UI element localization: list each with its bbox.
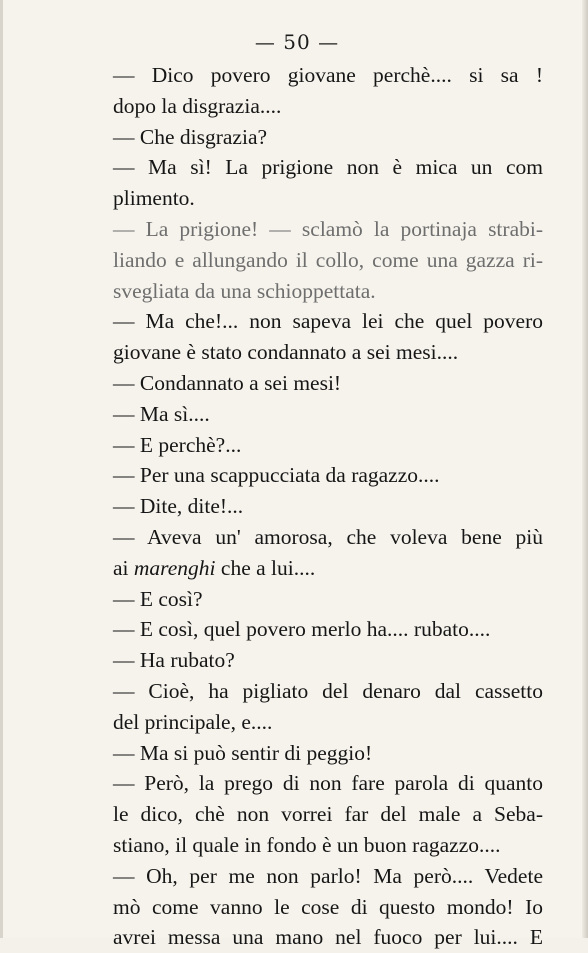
paragraph bbox=[87, 399, 543, 430]
text-line: svegliata da una schioppettata. bbox=[113, 278, 376, 303]
paragraph bbox=[87, 60, 543, 122]
text-line: — Per una scappucciata da ragazzo.... bbox=[113, 463, 440, 488]
paragraph bbox=[87, 430, 543, 461]
text-line: mò come vanno le cose di questo mondo! Io bbox=[113, 894, 543, 919]
paragraph bbox=[87, 306, 543, 368]
text-line: dopo la disgrazia.... bbox=[113, 93, 282, 118]
text-line: — Cioè, ha pigliato del denaro dal cassetto bbox=[113, 678, 543, 703]
text-line: — Dico povero giovane perchè.... si sa ! bbox=[113, 63, 543, 87]
text-line: — Condannato a sei mesi! bbox=[113, 370, 342, 395]
text-line: — E così, quel povero merlo ha.... rubato.... bbox=[113, 617, 491, 642]
paragraph bbox=[87, 152, 543, 214]
text-line: del principale, e.... bbox=[113, 709, 273, 734]
text-line: — Ma sì! La prigione non è mica un com bbox=[113, 155, 543, 180]
text-line: — Dite, dite!... bbox=[113, 494, 244, 519]
paragraph bbox=[87, 214, 543, 306]
paragraph bbox=[87, 738, 543, 769]
page-text bbox=[87, 60, 543, 953]
text-line: — Però, la prego di non fare parola di quanto bbox=[113, 771, 543, 796]
paragraph bbox=[87, 460, 543, 491]
text-line: — E così? bbox=[113, 586, 203, 611]
text-line: stiano, il quale in fondo è un buon ragazzo.... bbox=[113, 832, 501, 857]
text-line: — Ma che!... non sapeva lei che quel povero bbox=[113, 309, 543, 334]
text-line: — Ma si può sentir di peggio! bbox=[113, 740, 373, 765]
text-line: — Che disgrazia? bbox=[113, 124, 268, 149]
text-line: — Ma sì.... bbox=[113, 401, 210, 426]
text-line: — Oh, per me non parlo! Ma però.... Vedete bbox=[113, 863, 543, 888]
paragraph bbox=[87, 522, 543, 584]
text-line: giovane è stato condannato a sei mesi.... bbox=[113, 340, 459, 365]
text-line: avrei messa una mano nel fuoco per lui.... E bbox=[113, 925, 543, 950]
text-line: plimento. bbox=[113, 186, 195, 211]
text-line: — Ha rubato? bbox=[113, 648, 235, 673]
text-line: liando e allungando il collo, come una gazza ri- bbox=[113, 247, 543, 272]
text-line: — La prigione! — sclamò la portinaja strabi- bbox=[113, 216, 543, 241]
paragraph bbox=[87, 584, 543, 615]
text-line bbox=[87, 553, 543, 584]
paragraph bbox=[87, 491, 543, 522]
paragraph bbox=[87, 614, 543, 645]
paragraph bbox=[87, 861, 543, 953]
text-line: le dico, chè non vorrei far del male a Seba- bbox=[113, 802, 543, 827]
text-line: — E perchè?... bbox=[113, 432, 242, 457]
paragraph bbox=[87, 676, 543, 738]
paragraph bbox=[87, 645, 543, 676]
text-line: — Aveva un' amorosa, che voleva bene più bbox=[113, 524, 543, 549]
paragraph bbox=[87, 122, 543, 153]
text-fragment: che a lui.... bbox=[215, 555, 316, 580]
paragraph bbox=[87, 368, 543, 399]
paragraph bbox=[87, 768, 543, 860]
italic-word: marenghi bbox=[133, 555, 216, 580]
text-fragment: ai bbox=[113, 555, 134, 580]
page-number: — 50 — bbox=[254, 30, 340, 54]
